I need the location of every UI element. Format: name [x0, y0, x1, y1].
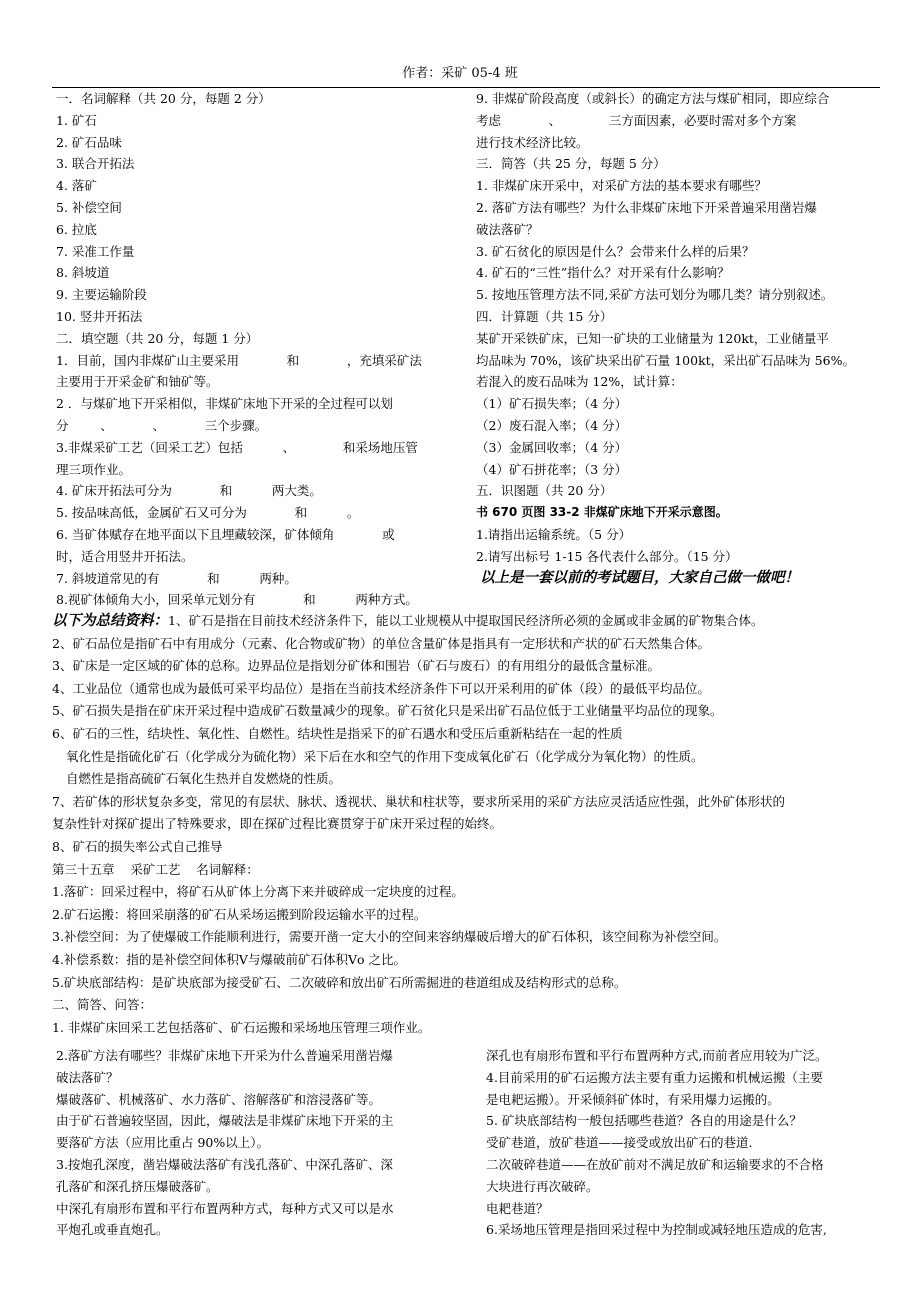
text-line: （1）矿石损失率；（4 分） — [476, 396, 628, 412]
text-line: 5. 补偿空间 — [56, 199, 122, 215]
text-line: 1. 非煤矿床开采中，对采矿方法的基本要求有哪些？ — [476, 178, 767, 194]
figure-reference: 书 670 页图 33-2 非煤矿床地下开采示意图。 — [476, 505, 728, 520]
text-line: 深孔也有扇形布置和平行布置两种方式,而前者应用较为广泛。 — [486, 1048, 828, 1063]
text-line: 均品味为 70%，该矿块采出矿石量 100kt，采出矿石品味为 56%。 — [476, 352, 855, 368]
summary-item: 3、矿床是一定区域的矿体的总称。边界品位是指划分矿体和围岩（矿石与废石）的有用组分的最低含量标准。 — [52, 658, 660, 674]
text-line: （3）金属回收率；（4 分） — [476, 439, 628, 455]
text-line: 1. 矿石 — [56, 112, 97, 128]
summary-first-line — [52, 610, 882, 633]
text-line: 2.请写出标号 1-15 各代表什么部分。（15 分） — [476, 548, 738, 564]
text-line: 9. 非煤矿阶段高度（或斜长）的确定方法与煤矿相同，即应综合 — [476, 91, 830, 106]
text-line: 6. 拉底 — [56, 221, 97, 237]
summary-item: 8、矿石的损失率公式自己推导 — [52, 838, 223, 854]
text-line: 平炮孔或垂直炮孔。 — [56, 1222, 169, 1238]
text-line: 4.目前采用的矿石运搬方法主要有重力运搬和机械运搬（主要 — [486, 1069, 823, 1085]
text-line: 4. 矿石的“三性”指什么？对开采有什么影响？ — [476, 265, 730, 281]
text-line: 由于矿石普遍较坚固，因此，爆破法是非煤矿床地下开采的主 — [56, 1113, 394, 1129]
text-line: 破法落矿？ — [56, 1069, 119, 1085]
text-line: 进行技术经济比较。 — [476, 134, 589, 150]
summary-item: 2、矿石品位是指矿石中有用成分（元素、化合物或矿物）的单位含量矿体是指具有一定形状和产状的矿石天然集合体。 — [52, 635, 710, 651]
text-line: 9. 主要运输阶段 — [56, 287, 147, 303]
text-line: 三．简答（共 25 分，每题 5 分） — [476, 156, 666, 172]
exam-right-column — [476, 88, 886, 589]
text-line: 10. 竖井开拓法 — [56, 308, 143, 324]
summary-item: 氧化性是指硫化矿石（化学成分为硫化物）采下后在水和空气的作用下变成氧化矿石（化学成分为氧化物）的性质。 — [66, 748, 704, 764]
text-line: 若混入的废石品味为 12%，试计算： — [476, 374, 683, 390]
text-line: 1．目前，国内非煤矿山主要采用 和 ，充填采矿法 — [56, 352, 422, 368]
summary-item: 7、若矿体的形状复杂多变，常见的有层状、脉状、透视状、巢状和柱状等，要求所采用的采矿方法应灵活适应性强，此外矿体形状的 — [52, 793, 785, 809]
text-line: 5. 按地压管理方法不同,采矿方法可划分为哪几类？请分别叙述。 — [476, 287, 834, 303]
text-line: 8. 斜坡道 — [56, 265, 110, 281]
summary-item: 复杂性针对探矿提出了特殊要求，即在探矿过程比赛贯穿于矿床开采过程的始终。 — [52, 816, 503, 832]
text-line: 6. 当矿体赋存在地平面以下且埋藏较深，矿体倾角 或 — [56, 526, 395, 542]
summary-section — [52, 610, 882, 1039]
chapter-heading: 第三十五章 采矿工艺 名词解释： — [52, 861, 259, 877]
text-line: 考虑 、 三方面因素，必要时需对多个方案 — [476, 112, 797, 128]
text-line: 中深孔有扇形布置和平行布置两种方式，每种方式又可以是水 — [56, 1200, 394, 1216]
text-line: 6.采场地压管理是指回采过程中为控制或减轻地压造成的危害, — [486, 1222, 827, 1238]
summary-item: 3.补偿空间：为了使爆破工作能顺利进行，需要开凿一定大小的空间来容纳爆破后增大的矿石体积，该空间称为补偿空间。 — [52, 929, 727, 945]
text-line: 3.非煤采矿工艺（回采工艺）包括 、 和采场地压管 — [56, 439, 418, 455]
text-line: 4. 矿床开拓法可分为 和 两大类。 — [56, 483, 322, 499]
text-line: 7. 采准工作量 — [56, 243, 135, 259]
text-line: 破法落矿？ — [476, 221, 539, 237]
answers-right-column — [486, 1045, 886, 1241]
exam-note: 以上是一套以前的考试题目，大家自己做一做吧！ — [480, 569, 799, 586]
text-line: 8.视矿体倾角大小，回采单元划分有 和 两种方式。 — [56, 592, 418, 608]
text-line: 2.落矿方法有哪些？非煤矿床地下开采为什么普遍采用凿岩爆 — [56, 1048, 393, 1063]
text-line: 大块进行再次破碎。 — [486, 1178, 599, 1194]
text-line: 理三项作业。 — [56, 461, 132, 477]
text-line: 分 、 、 三个步骤。 — [56, 417, 268, 433]
text-line: 7. 斜坡道常见的有 和 两种。 — [56, 570, 297, 586]
text-line: 5. 按品味高低，金属矿石又可分为 和 。 — [56, 505, 360, 521]
summary-item: 5.矿块底部结构：是矿块底部为接受矿石、二次破碎和放出矿石所需掘进的巷道组成及结构形式的总称。 — [52, 974, 627, 990]
text-line: 孔落矿和深孔挤压爆破落矿。 — [56, 1178, 219, 1194]
summary-item: 1. 非煤矿床回采工艺包括落矿、矿石运搬和采场地压管理三项作业。 — [52, 1019, 431, 1035]
author-header: 作者：采矿 05-4 班 — [402, 66, 518, 81]
text-line: 3.按炮孔深度，凿岩爆破法落矿有浅孔落矿、中深孔落矿、深 — [56, 1156, 393, 1172]
text-line: 受矿巷道，放矿巷道——接受或放出矿石的巷道. — [486, 1135, 753, 1151]
text-line: 2. 落矿方法有哪些？为什么非煤矿床地下开采普遍采用凿岩爆 — [476, 199, 817, 215]
exam-left-column — [56, 88, 456, 611]
summary-item: 二、简答、问答： — [52, 997, 153, 1013]
text-line: 五．识图题（共 20 分） — [476, 483, 613, 499]
text-line: 3. 矿石贫化的原因是什么？会带来什么样的后果？ — [476, 243, 755, 259]
text-line: 电耙巷道？ — [486, 1200, 549, 1216]
text-line: 3. 联合开拓法 — [56, 156, 135, 172]
answers-left-column — [56, 1045, 476, 1241]
text-line: 是电耙运搬）。开采倾斜矿体时，有采用爆力运搬的。 — [486, 1091, 780, 1107]
summary-item: 4、工业品位（通常也成为最低可采平均品位）是指在当前技术经济条件下可以开采利用的矿体（段）的最低平均品位。 — [52, 680, 710, 696]
summary-item: 自燃性是指高硫矿石氧化生热并自发燃烧的性质。 — [66, 771, 342, 787]
text-line: 爆破落矿、机械落矿、水力落矿、溶解落矿和溶浸落矿等。 — [56, 1091, 382, 1107]
summary-item: 1、矿石是指在目前技术经济条件下，能以工业规模从中提取国民经济所必须的金属或非金属的矿物集合体。 — [168, 613, 764, 628]
text-line: 某矿开采铁矿床，已知一矿块的工业储量为 120kt，工业储量平 — [476, 330, 829, 346]
text-line: 四．计算题（共 15 分） — [476, 308, 613, 324]
text-line: 1.请指出运输系统。（5 分） — [476, 526, 632, 542]
text-line: 2. 矿石品味 — [56, 134, 122, 150]
text-line: 要落矿方法（应用比重占 90%以上）。 — [56, 1135, 270, 1151]
text-line: 二次破碎巷道——在放矿前对不满足放矿和运输要求的不合格 — [486, 1156, 824, 1172]
text-line: （4）矿石拼花率；（3 分） — [476, 461, 628, 477]
summary-item: 2.矿石运搬：将回采崩落的矿石从采场运搬到阶段运输水平的过程。 — [52, 906, 427, 922]
text-line: （2）废石混入率；（4 分） — [476, 417, 628, 433]
summary-item: 6、矿石的三性，结块性、氧化性、自燃性。结块性是指采下的矿石遇水和受压后重新粘结在一起的性质 — [52, 725, 623, 741]
summary-lead: 以下为总结资料： — [52, 613, 168, 629]
text-line: 4. 落矿 — [56, 178, 97, 194]
summary-item: 5、矿石损失是指在矿床开采过程中造成矿石数量减少的现象。矿石贫化只是采出矿石品位低于工业储量平均品位的现象。 — [52, 703, 723, 719]
summary-item: 4.补偿系数：指的是补偿空间体积Ⅴ与爆破前矿石体积Ⅴo 之比。 — [52, 951, 406, 967]
summary-item: 1.落矿：回采过程中，将矿石从矿体上分离下来并破碎成一定块度的过程。 — [52, 884, 464, 900]
text-line: 一．名词解释（共 20 分，每题 2 分） — [56, 91, 271, 106]
text-line: 5. 矿块底部结构一般包括哪些巷道？各自的用途是什么？ — [486, 1113, 802, 1129]
text-line: 2 ．与煤矿地下开采相似，非煤矿床地下开采的全过程可以划 — [56, 396, 393, 412]
text-line: 二．填空题（共 20 分，每题 1 分） — [56, 330, 259, 346]
text-line: 主要用于开采金矿和铀矿等。 — [56, 374, 219, 390]
text-line: 时，适合用竖井开拓法。 — [56, 548, 194, 564]
